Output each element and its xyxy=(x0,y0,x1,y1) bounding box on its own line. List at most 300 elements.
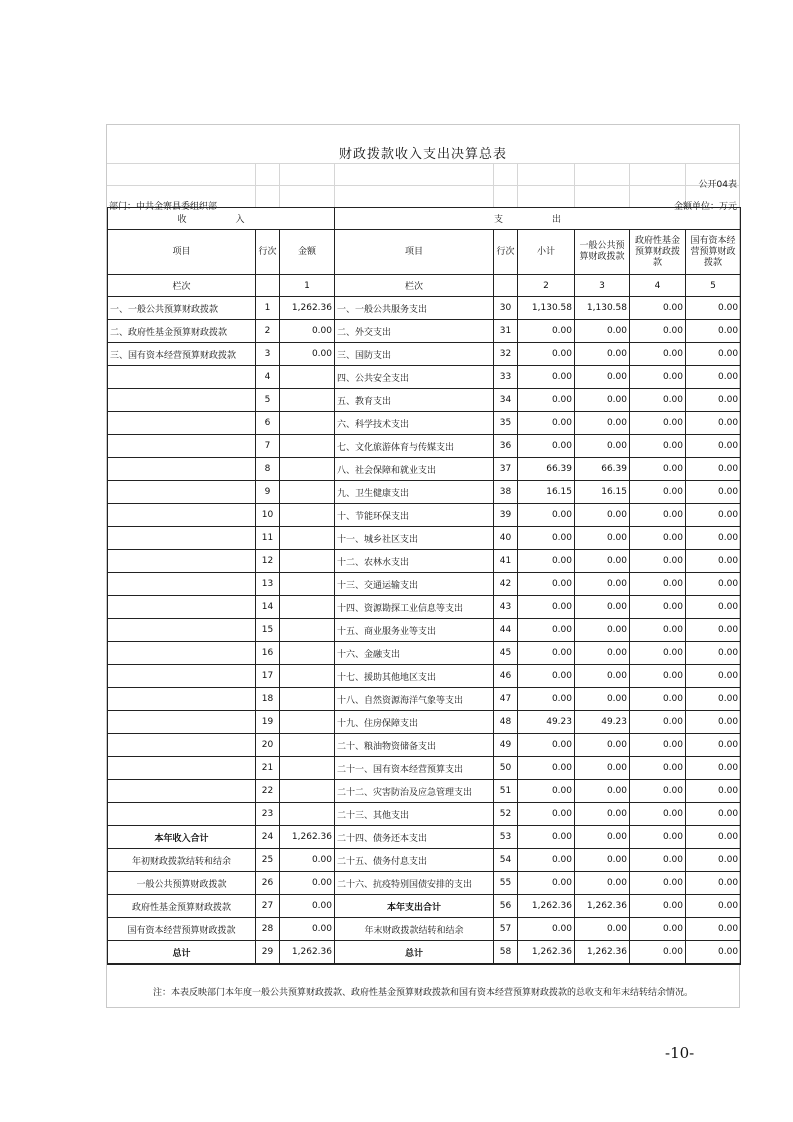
cell-left-amount: 0.00 xyxy=(280,872,335,895)
table-row xyxy=(108,481,741,504)
col-number-1: 1 xyxy=(280,275,335,297)
cell-right-item: 年末财政拨款结转和结余 xyxy=(335,918,494,941)
cell-general-budget: 0.00 xyxy=(575,527,630,550)
table-row xyxy=(108,734,741,757)
cell-general-budget: 1,262.36 xyxy=(575,941,630,965)
cell-subtotal: 1,262.36 xyxy=(518,895,575,918)
cell-subtotal: 0.00 xyxy=(518,366,575,389)
table-row xyxy=(108,343,741,366)
cell-left-item xyxy=(108,366,256,389)
cell-left-item xyxy=(108,481,256,504)
cell-right-item: 十六、金融支出 xyxy=(335,642,494,665)
cell-left-item xyxy=(108,665,256,688)
cell-right-line: 39 xyxy=(494,504,518,527)
cell-left-item xyxy=(108,803,256,826)
cell-gov-fund: 0.00 xyxy=(630,435,686,458)
cell-right-item: 四、公共安全支出 xyxy=(335,366,494,389)
cell-right-item: 二十四、债务还本支出 xyxy=(335,826,494,849)
cell-subtotal: 0.00 xyxy=(518,642,575,665)
cell-gov-fund: 0.00 xyxy=(630,573,686,596)
cell-left-line: 22 xyxy=(256,780,280,803)
cell-gov-fund: 0.00 xyxy=(630,619,686,642)
cell-left-amount: 0.00 xyxy=(280,918,335,941)
cell-gov-fund: 0.00 xyxy=(630,872,686,895)
cell-subtotal: 0.00 xyxy=(518,550,575,573)
cell-subtotal: 0.00 xyxy=(518,504,575,527)
cell-subtotal: 1,262.36 xyxy=(518,941,575,965)
table-row xyxy=(108,941,741,965)
report-sheet xyxy=(106,124,740,1008)
cell-right-item: 十七、援助其他地区支出 xyxy=(335,665,494,688)
cell-left-item: 一、一般公共预算财政拨款 xyxy=(108,297,256,320)
cell-right-line: 37 xyxy=(494,458,518,481)
cell-state-capital: 0.00 xyxy=(686,412,741,435)
cell-gov-fund: 0.00 xyxy=(630,343,686,366)
cell-left-line: 14 xyxy=(256,596,280,619)
cell-left-line: 11 xyxy=(256,527,280,550)
cell-left-amount xyxy=(280,412,335,435)
cell-right-item: 二、外交支出 xyxy=(335,320,494,343)
cell-gov-fund: 0.00 xyxy=(630,941,686,965)
cell-general-budget: 0.00 xyxy=(575,688,630,711)
col-number-label-right: 栏次 xyxy=(335,275,494,297)
cell-state-capital: 0.00 xyxy=(686,688,741,711)
cell-gov-fund: 0.00 xyxy=(630,826,686,849)
cell-subtotal: 0.00 xyxy=(518,435,575,458)
cell-left-item: 二、政府性基金预算财政拨款 xyxy=(108,320,256,343)
col-number-blank xyxy=(494,275,518,297)
cell-left-amount: 0.00 xyxy=(280,895,335,918)
cell-left-item: 年初财政拨款结转和结余 xyxy=(108,849,256,872)
cell-left-line: 21 xyxy=(256,757,280,780)
table-row xyxy=(108,757,741,780)
table-row xyxy=(108,458,741,481)
cell-left-item xyxy=(108,573,256,596)
cell-left-line: 20 xyxy=(256,734,280,757)
cell-subtotal: 0.00 xyxy=(518,412,575,435)
table-row xyxy=(108,895,741,918)
cell-left-amount xyxy=(280,619,335,642)
cell-subtotal: 0.00 xyxy=(518,872,575,895)
cell-right-line: 35 xyxy=(494,412,518,435)
cell-subtotal: 1,130.58 xyxy=(518,297,575,320)
cell-right-item: 三、国防支出 xyxy=(335,343,494,366)
cell-state-capital: 0.00 xyxy=(686,527,741,550)
cell-left-amount xyxy=(280,458,335,481)
cell-left-line: 5 xyxy=(256,389,280,412)
cell-left-line: 25 xyxy=(256,849,280,872)
cell-left-item xyxy=(108,711,256,734)
cell-left-item: 国有资本经营预算财政拨款 xyxy=(108,918,256,941)
cell-general-budget: 0.00 xyxy=(575,849,630,872)
table-row xyxy=(108,688,741,711)
cell-left-amount xyxy=(280,596,335,619)
cell-subtotal: 0.00 xyxy=(518,343,575,366)
cell-left-line: 19 xyxy=(256,711,280,734)
cell-right-line: 42 xyxy=(494,573,518,596)
cell-gov-fund: 0.00 xyxy=(630,412,686,435)
cell-state-capital: 0.00 xyxy=(686,941,741,965)
cell-state-capital: 0.00 xyxy=(686,895,741,918)
cell-right-line: 54 xyxy=(494,849,518,872)
budget-table xyxy=(107,207,741,965)
cell-subtotal: 0.00 xyxy=(518,803,575,826)
cell-right-item: 十一、城乡社区支出 xyxy=(335,527,494,550)
cell-subtotal: 0.00 xyxy=(518,527,575,550)
table-row xyxy=(108,320,741,343)
table-row xyxy=(108,435,741,458)
cell-general-budget: 0.00 xyxy=(575,389,630,412)
cell-state-capital: 0.00 xyxy=(686,757,741,780)
cell-left-amount: 0.00 xyxy=(280,849,335,872)
cell-state-capital: 0.00 xyxy=(686,642,741,665)
cell-state-capital: 0.00 xyxy=(686,320,741,343)
cell-gov-fund: 0.00 xyxy=(630,458,686,481)
cell-gov-fund: 0.00 xyxy=(630,780,686,803)
col-header-line2: 行次 xyxy=(494,230,518,275)
cell-left-item: 政府性基金预算财政拨款 xyxy=(108,895,256,918)
cell-subtotal: 16.15 xyxy=(518,481,575,504)
table-row xyxy=(108,504,741,527)
cell-general-budget: 0.00 xyxy=(575,665,630,688)
cell-left-line: 18 xyxy=(256,688,280,711)
cell-left-line: 6 xyxy=(256,412,280,435)
cell-left-item xyxy=(108,412,256,435)
cell-left-item xyxy=(108,619,256,642)
cell-left-amount: 1,262.36 xyxy=(280,941,335,965)
cell-gov-fund: 0.00 xyxy=(630,688,686,711)
cell-right-item: 十四、资源勘探工业信息等支出 xyxy=(335,596,494,619)
cell-left-item xyxy=(108,435,256,458)
cell-right-item: 本年支出合计 xyxy=(335,895,494,918)
cell-state-capital: 0.00 xyxy=(686,619,741,642)
cell-left-amount xyxy=(280,803,335,826)
cell-right-line: 33 xyxy=(494,366,518,389)
cell-left-line: 13 xyxy=(256,573,280,596)
cell-left-line: 29 xyxy=(256,941,280,965)
col-number-2: 2 xyxy=(518,275,575,297)
cell-gov-fund: 0.00 xyxy=(630,757,686,780)
cell-right-item: 二十二、灾害防治及应急管理支出 xyxy=(335,780,494,803)
income-section-header: 收 入 xyxy=(108,208,335,230)
table-row xyxy=(108,665,741,688)
cell-left-amount xyxy=(280,527,335,550)
cell-right-line: 44 xyxy=(494,619,518,642)
cell-gov-fund: 0.00 xyxy=(630,504,686,527)
cell-subtotal: 0.00 xyxy=(518,665,575,688)
cell-right-item: 五、教育支出 xyxy=(335,389,494,412)
col-number-3: 3 xyxy=(575,275,630,297)
cell-right-item: 二十三、其他支出 xyxy=(335,803,494,826)
cell-left-item: 三、国有资本经营预算财政拨款 xyxy=(108,343,256,366)
cell-gov-fund: 0.00 xyxy=(630,665,686,688)
cell-left-item xyxy=(108,596,256,619)
cell-left-line: 15 xyxy=(256,619,280,642)
cell-left-amount xyxy=(280,780,335,803)
table-row xyxy=(108,366,741,389)
column-header-row xyxy=(108,230,741,275)
cell-left-amount: 0.00 xyxy=(280,343,335,366)
cell-left-line: 28 xyxy=(256,918,280,941)
cell-left-amount: 1,262.36 xyxy=(280,826,335,849)
cell-left-item xyxy=(108,550,256,573)
cell-right-line: 31 xyxy=(494,320,518,343)
table-row xyxy=(108,573,741,596)
cell-left-line: 2 xyxy=(256,320,280,343)
cell-state-capital: 0.00 xyxy=(686,504,741,527)
column-number-row xyxy=(108,275,741,297)
cell-general-budget: 0.00 xyxy=(575,918,630,941)
department-label: 部门：中共金寨县委组织部 xyxy=(109,202,218,212)
col-number-5: 5 xyxy=(686,275,741,297)
cell-left-amount: 1,262.36 xyxy=(280,297,335,320)
cell-state-capital: 0.00 xyxy=(686,803,741,826)
cell-left-line: 4 xyxy=(256,366,280,389)
cell-general-budget: 0.00 xyxy=(575,573,630,596)
cell-left-line: 26 xyxy=(256,872,280,895)
cell-general-budget: 0.00 xyxy=(575,642,630,665)
cell-left-line: 16 xyxy=(256,642,280,665)
table-row xyxy=(108,389,741,412)
form-code: 公开04表 xyxy=(698,180,737,190)
cell-subtotal: 0.00 xyxy=(518,688,575,711)
cell-left-line: 9 xyxy=(256,481,280,504)
cell-gov-fund: 0.00 xyxy=(630,918,686,941)
cell-right-item: 二十六、抗疫特别国债安排的支出 xyxy=(335,872,494,895)
cell-right-line: 55 xyxy=(494,872,518,895)
unit-label: 金额单位：万元 xyxy=(673,202,737,212)
table-row xyxy=(108,711,741,734)
cell-general-budget: 0.00 xyxy=(575,504,630,527)
cell-left-item xyxy=(108,389,256,412)
cell-left-item xyxy=(108,688,256,711)
cell-right-item: 九、卫生健康支出 xyxy=(335,481,494,504)
cell-gov-fund: 0.00 xyxy=(630,849,686,872)
table-row xyxy=(108,619,741,642)
cell-state-capital: 0.00 xyxy=(686,826,741,849)
cell-right-line: 40 xyxy=(494,527,518,550)
cell-state-capital: 0.00 xyxy=(686,734,741,757)
table-row xyxy=(108,826,741,849)
cell-right-item: 十、节能环保支出 xyxy=(335,504,494,527)
table-row xyxy=(108,527,741,550)
cell-right-line: 46 xyxy=(494,665,518,688)
cell-general-budget: 0.00 xyxy=(575,757,630,780)
cell-right-line: 52 xyxy=(494,803,518,826)
cell-state-capital: 0.00 xyxy=(686,596,741,619)
col-number-blank xyxy=(256,275,280,297)
cell-left-amount xyxy=(280,389,335,412)
cell-state-capital: 0.00 xyxy=(686,550,741,573)
cell-state-capital: 0.00 xyxy=(686,665,741,688)
cell-left-item xyxy=(108,780,256,803)
col-number-label-left: 栏次 xyxy=(108,275,256,297)
cell-right-line: 41 xyxy=(494,550,518,573)
col-header-amount: 金额 xyxy=(280,230,335,275)
cell-gov-fund: 0.00 xyxy=(630,297,686,320)
cell-subtotal: 0.00 xyxy=(518,918,575,941)
cell-general-budget: 0.00 xyxy=(575,596,630,619)
cell-state-capital: 0.00 xyxy=(686,389,741,412)
footnote: 注：本表反映部门本年度一般公共预算财政拨款、政府性基金预算财政拨款和国有资本经营预算财政拨款的总收支和年末结转结余情况。 xyxy=(152,988,693,998)
cell-left-amount xyxy=(280,366,335,389)
cell-left-line: 27 xyxy=(256,895,280,918)
cell-general-budget: 16.15 xyxy=(575,481,630,504)
cell-left-line: 23 xyxy=(256,803,280,826)
cell-left-item: 总计 xyxy=(108,941,256,965)
table-row xyxy=(108,872,741,895)
cell-left-line: 7 xyxy=(256,435,280,458)
cell-left-amount xyxy=(280,573,335,596)
col-number-4: 4 xyxy=(630,275,686,297)
cell-left-line: 24 xyxy=(256,826,280,849)
cell-right-line: 50 xyxy=(494,757,518,780)
cell-state-capital: 0.00 xyxy=(686,435,741,458)
cell-general-budget: 0.00 xyxy=(575,780,630,803)
table-row xyxy=(108,412,741,435)
cell-right-line: 30 xyxy=(494,297,518,320)
cell-right-line: 32 xyxy=(494,343,518,366)
cell-general-budget: 49.23 xyxy=(575,711,630,734)
cell-subtotal: 0.00 xyxy=(518,826,575,849)
cell-state-capital: 0.00 xyxy=(686,918,741,941)
cell-state-capital: 0.00 xyxy=(686,297,741,320)
cell-right-item: 十八、自然资源海洋气象等支出 xyxy=(335,688,494,711)
page-number: -10- xyxy=(665,1044,695,1062)
cell-general-budget: 0.00 xyxy=(575,435,630,458)
cell-right-item: 二十一、国有资本经营预算支出 xyxy=(335,757,494,780)
col-header-item2: 项目 xyxy=(335,230,494,275)
cell-left-amount xyxy=(280,550,335,573)
table-row xyxy=(108,780,741,803)
cell-subtotal: 0.00 xyxy=(518,320,575,343)
cell-left-amount xyxy=(280,665,335,688)
cell-state-capital: 0.00 xyxy=(686,780,741,803)
cell-left-item: 一般公共预算财政拨款 xyxy=(108,872,256,895)
table-row xyxy=(108,849,741,872)
cell-gov-fund: 0.00 xyxy=(630,550,686,573)
cell-right-item: 十三、交通运输支出 xyxy=(335,573,494,596)
table-row xyxy=(108,918,741,941)
cell-right-line: 49 xyxy=(494,734,518,757)
cell-left-line: 10 xyxy=(256,504,280,527)
cell-general-budget: 0.00 xyxy=(575,872,630,895)
cell-right-line: 45 xyxy=(494,642,518,665)
cell-subtotal: 66.39 xyxy=(518,458,575,481)
cell-gov-fund: 0.00 xyxy=(630,596,686,619)
cell-left-amount xyxy=(280,688,335,711)
cell-state-capital: 0.00 xyxy=(686,366,741,389)
cell-right-item: 八、社会保障和就业支出 xyxy=(335,458,494,481)
section-header-row xyxy=(108,208,741,230)
cell-right-line: 34 xyxy=(494,389,518,412)
cell-state-capital: 0.00 xyxy=(686,481,741,504)
cell-gov-fund: 0.00 xyxy=(630,642,686,665)
cell-gov-fund: 0.00 xyxy=(630,711,686,734)
cell-gov-fund: 0.00 xyxy=(630,320,686,343)
cell-left-amount xyxy=(280,481,335,504)
cell-general-budget: 0.00 xyxy=(575,619,630,642)
cell-general-budget: 1,130.58 xyxy=(575,297,630,320)
cell-gov-fund: 0.00 xyxy=(630,481,686,504)
cell-general-budget: 0.00 xyxy=(575,343,630,366)
cell-left-amount: 0.00 xyxy=(280,320,335,343)
cell-subtotal: 0.00 xyxy=(518,849,575,872)
cell-right-item: 十二、农林水支出 xyxy=(335,550,494,573)
cell-left-line: 17 xyxy=(256,665,280,688)
cell-general-budget: 0.00 xyxy=(575,826,630,849)
cell-left-amount xyxy=(280,734,335,757)
col-header-general: 一般公共预算财政拨款 xyxy=(575,230,630,275)
cell-left-item xyxy=(108,734,256,757)
cell-left-amount xyxy=(280,711,335,734)
cell-left-amount xyxy=(280,504,335,527)
cell-right-line: 57 xyxy=(494,918,518,941)
cell-subtotal: 0.00 xyxy=(518,780,575,803)
table-row xyxy=(108,297,741,320)
cell-state-capital: 0.00 xyxy=(686,711,741,734)
cell-state-capital: 0.00 xyxy=(686,573,741,596)
cell-left-line: 3 xyxy=(256,343,280,366)
cell-right-item: 七、文化旅游体育与传媒支出 xyxy=(335,435,494,458)
cell-state-capital: 0.00 xyxy=(686,849,741,872)
cell-right-line: 47 xyxy=(494,688,518,711)
cell-left-amount xyxy=(280,642,335,665)
cell-left-item xyxy=(108,458,256,481)
col-header-subtotal: 小计 xyxy=(518,230,575,275)
col-header-state-capital: 国有资本经营预算财政拨款 xyxy=(686,230,741,275)
cell-right-item: 十九、住房保障支出 xyxy=(335,711,494,734)
cell-subtotal: 0.00 xyxy=(518,389,575,412)
cell-right-item: 总计 xyxy=(335,941,494,965)
cell-subtotal: 0.00 xyxy=(518,757,575,780)
table-row xyxy=(108,642,741,665)
cell-right-item: 十五、商业服务业等支出 xyxy=(335,619,494,642)
col-header-item: 项目 xyxy=(108,230,256,275)
cell-state-capital: 0.00 xyxy=(686,343,741,366)
cell-right-item: 二十五、债务付息支出 xyxy=(335,849,494,872)
cell-right-line: 43 xyxy=(494,596,518,619)
cell-gov-fund: 0.00 xyxy=(630,527,686,550)
cell-subtotal: 0.00 xyxy=(518,619,575,642)
cell-right-line: 56 xyxy=(494,895,518,918)
cell-right-line: 58 xyxy=(494,941,518,965)
cell-gov-fund: 0.00 xyxy=(630,803,686,826)
cell-general-budget: 0.00 xyxy=(575,803,630,826)
cell-left-item xyxy=(108,527,256,550)
cell-gov-fund: 0.00 xyxy=(630,389,686,412)
cell-left-line: 1 xyxy=(256,297,280,320)
table-row xyxy=(108,596,741,619)
cell-state-capital: 0.00 xyxy=(686,872,741,895)
cell-general-budget: 66.39 xyxy=(575,458,630,481)
table-row xyxy=(108,803,741,826)
cell-subtotal: 0.00 xyxy=(518,573,575,596)
cell-left-amount xyxy=(280,757,335,780)
cell-right-item: 六、科学技术支出 xyxy=(335,412,494,435)
cell-gov-fund: 0.00 xyxy=(630,895,686,918)
cell-right-line: 48 xyxy=(494,711,518,734)
cell-state-capital: 0.00 xyxy=(686,458,741,481)
cell-general-budget: 1,262.36 xyxy=(575,895,630,918)
cell-left-amount xyxy=(280,435,335,458)
report-title: 财政拨款收入支出决算总表 xyxy=(338,147,507,162)
cell-left-line: 12 xyxy=(256,550,280,573)
cell-left-item xyxy=(108,757,256,780)
cell-general-budget: 0.00 xyxy=(575,734,630,757)
cell-right-line: 36 xyxy=(494,435,518,458)
table-row xyxy=(108,550,741,573)
